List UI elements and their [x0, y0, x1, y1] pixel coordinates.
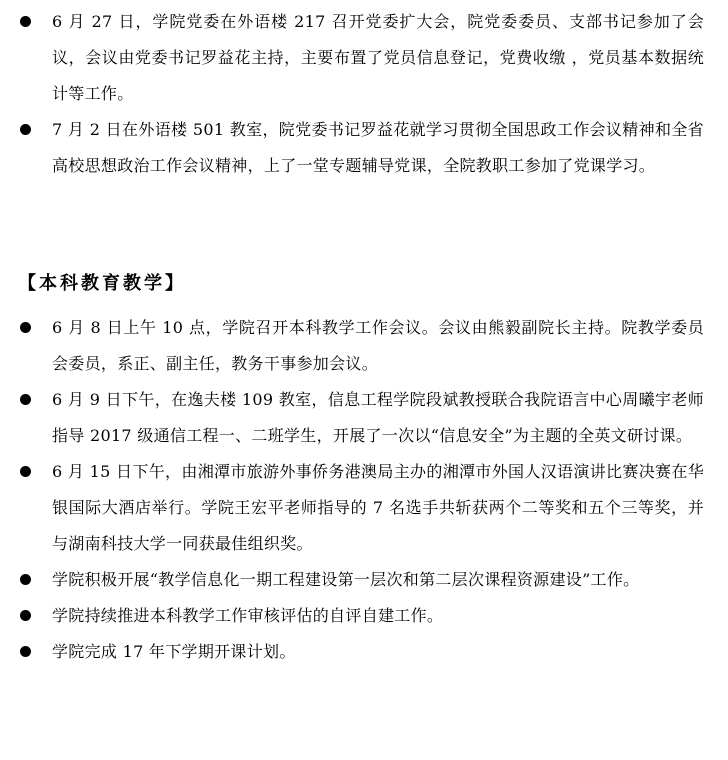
list-item-text: 学院积极开展“教学信息化一期工程建设第一层次和第二层次课程资源建设”工作。 [52, 570, 640, 589]
party-news-list [0, 4, 728, 184]
bullet-dot-icon [20, 16, 31, 27]
list-item-text: 6 月 15 日下午，由湘潭市旅游外事侨务港澳局主办的湘潭市外国人汉语演讲比赛决赛在华银国际大酒店举行。学院王宏平老师指导的 7 名选手共斩获两个二等奖和五个三等奖，并与湖南科技大学一同获最佳组织奖。 [52, 462, 704, 553]
list-item-text: 学院持续推进本科教学工作审核评估的自评自建工作。 [52, 606, 444, 625]
bullet-dot-icon [20, 394, 31, 405]
list-item-text: 6 月 27 日，学院党委在外语楼 217 召开党委扩大会，院党委委员、支部书记参加了会议，会议由党委书记罗益花主持，主要布置了党员信息登记，党费收缴 ，党员基本数据统计等工作。 [52, 12, 704, 103]
teaching-news-list [0, 310, 728, 670]
list-item-text: 6 月 8 日上午 10 点，学院召开本科教学工作会议。会议由熊毅副院长主持。院教学委员会委员，系正、副主任，教务干事参加会议。 [52, 318, 704, 373]
list-item-text: 7 月 2 日在外语楼 501 教室，院党委书记罗益花就学习贯彻全国思政工作会议精神和全省高校思想政治工作会议精神，上了一堂专题辅导党课，全院教职工参加了党课学习。 [52, 120, 704, 175]
list-item [0, 562, 728, 598]
list-item-text: 6 月 9 日下午，在逸夫楼 109 教室，信息工程学院段斌教授联合我院语言中心周曦宇老师指导 2017 级通信工程一、二班学生，开展了一次以“信息安全”为主题的全英文研讨课。 [52, 390, 704, 445]
list-item [0, 382, 728, 454]
list-item [0, 310, 728, 382]
bullet-dot-icon [20, 646, 31, 657]
bullet-dot-icon [20, 322, 31, 333]
list-item [0, 112, 728, 184]
bullet-dot-icon [20, 610, 31, 621]
list-item [0, 454, 728, 562]
list-item-text: 学院完成 17 年下学期开课计划。 [52, 642, 296, 661]
section-heading: 【本科教育教学】 [18, 273, 186, 294]
list-item [0, 4, 728, 112]
bullet-dot-icon [20, 574, 31, 585]
list-item [0, 598, 728, 634]
bullet-dot-icon [20, 124, 31, 135]
list-item [0, 634, 728, 670]
bullet-dot-icon [20, 466, 31, 477]
